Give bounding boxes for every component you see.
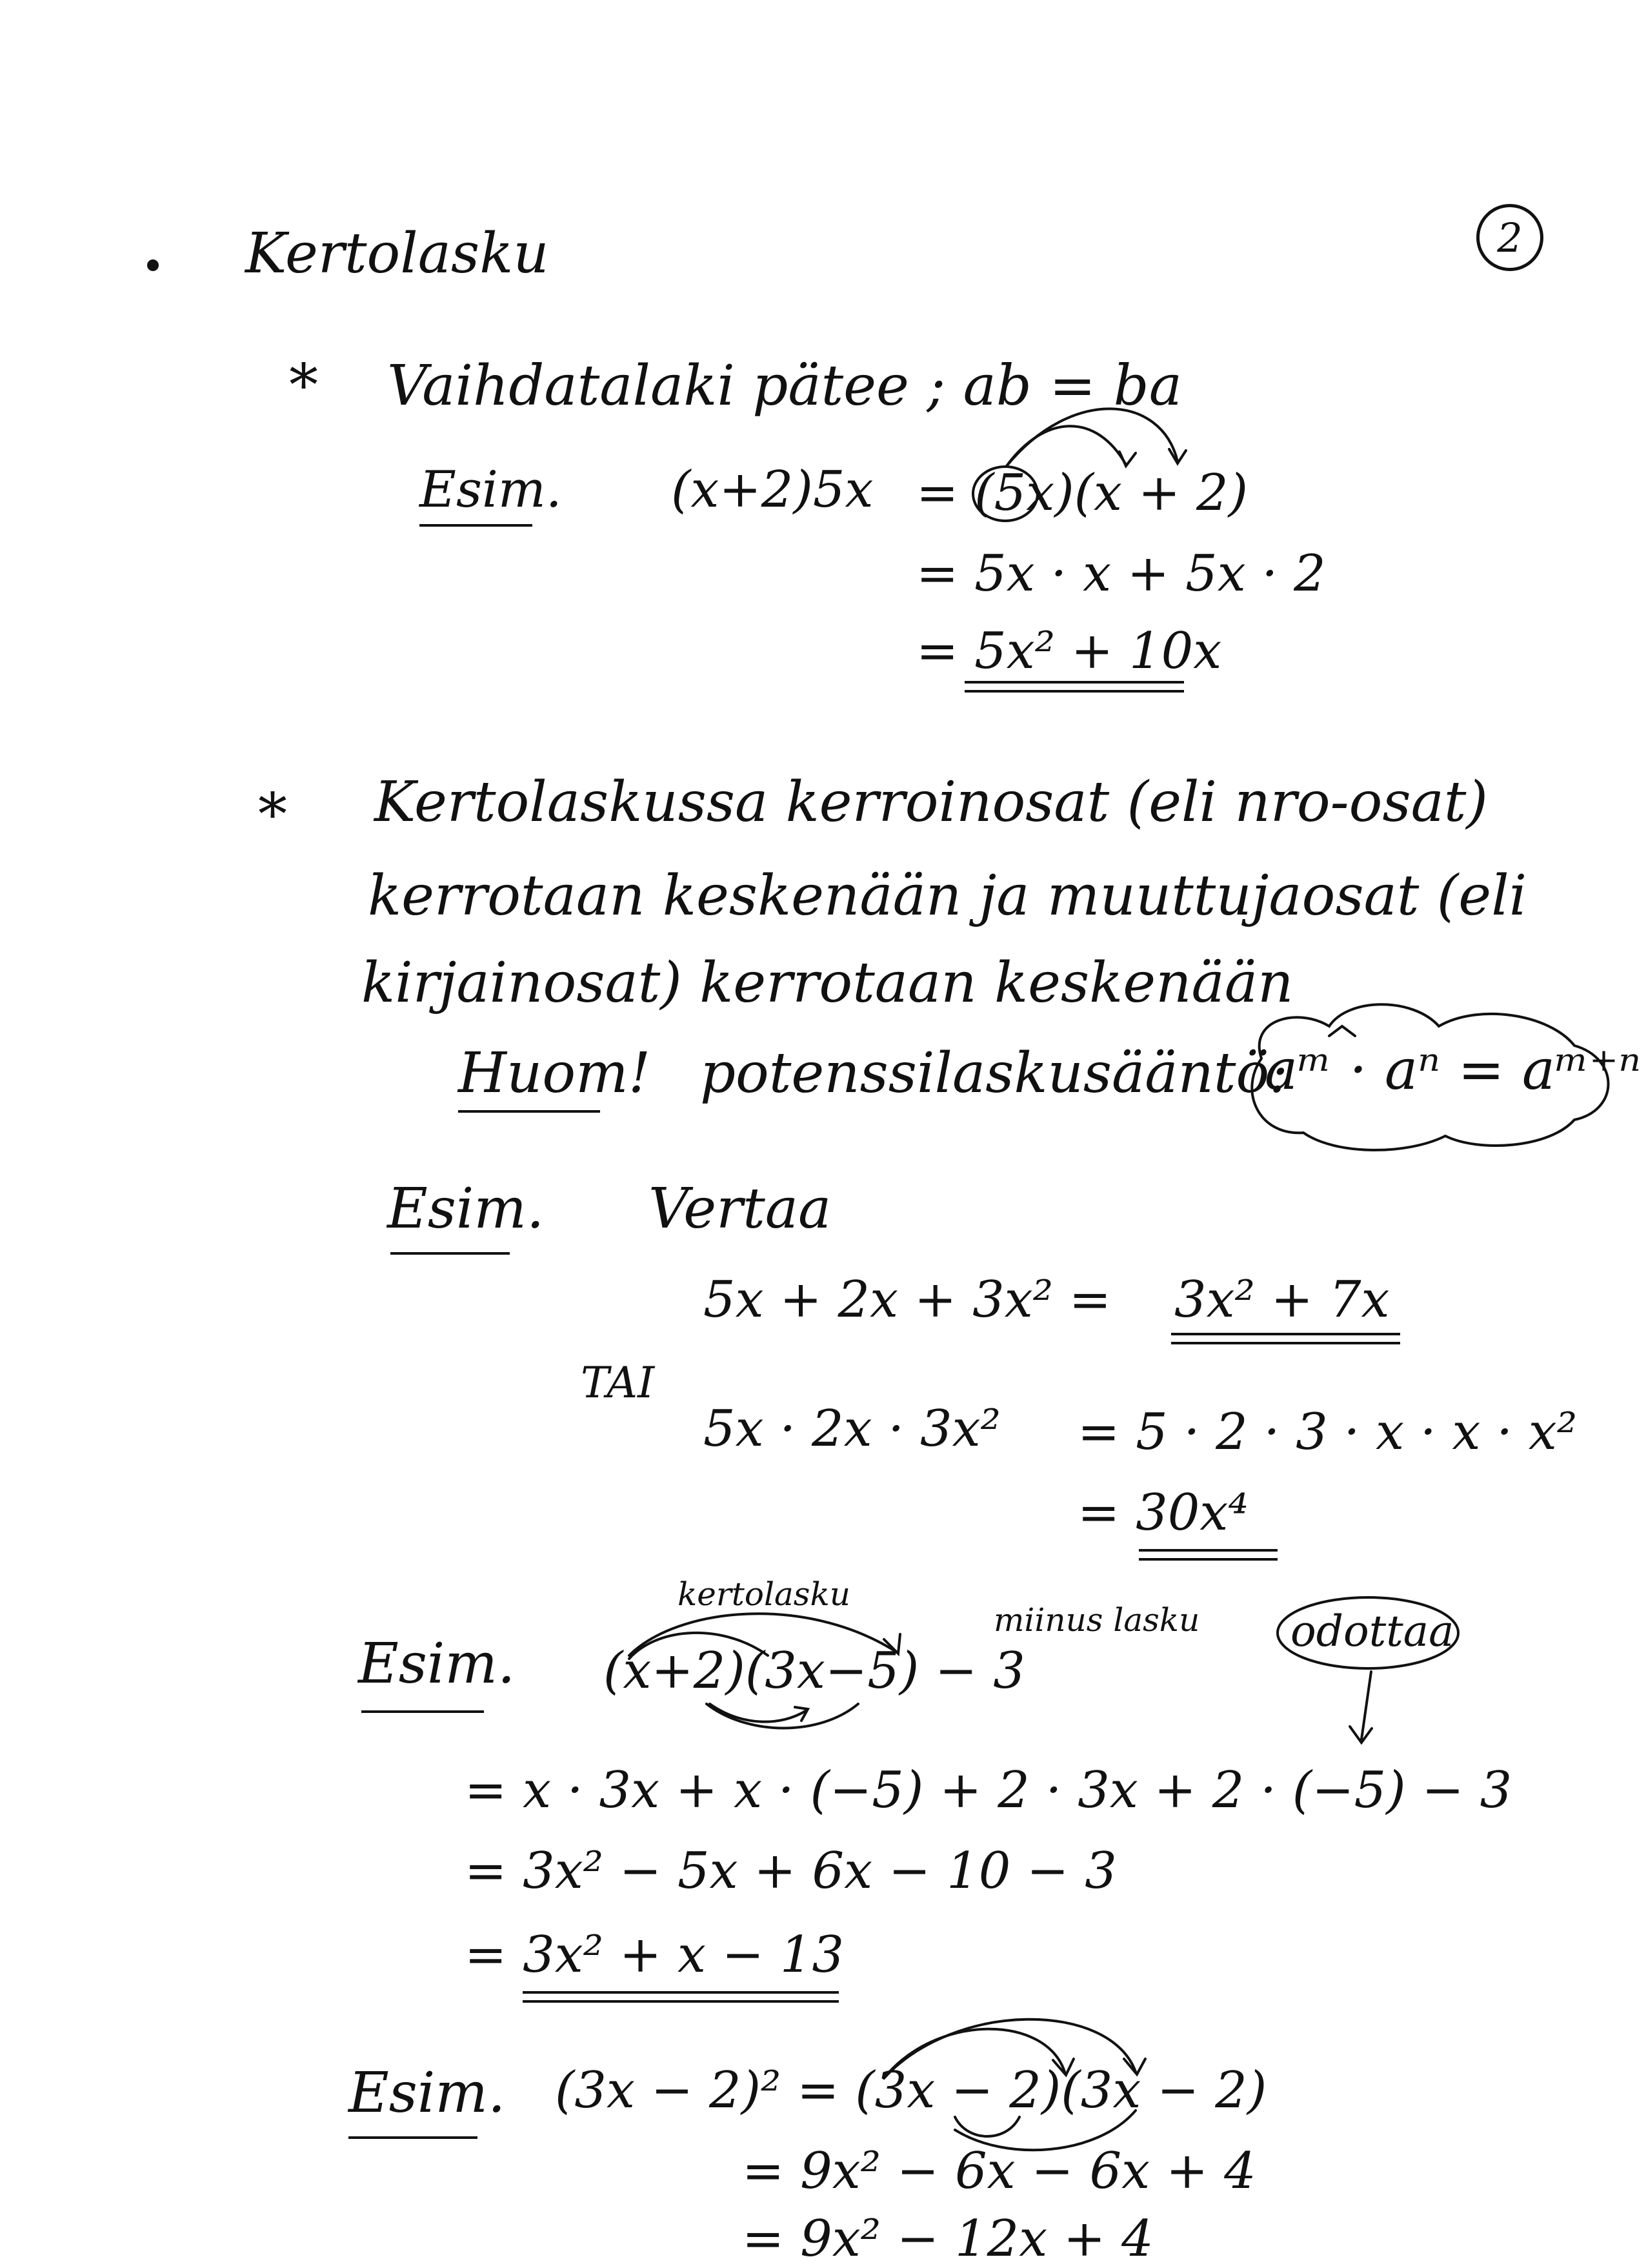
example2-line2-lhs: 5x · 2x · 3x² bbox=[703, 1400, 1001, 1458]
heading: Kertolasku bbox=[245, 221, 549, 286]
example2-line2-rhs: = 5 · 2 · 3 · x · x · x² bbox=[1078, 1403, 1578, 1461]
rule2-line3: kirjainosat) kerrotaan keskenään bbox=[361, 951, 1294, 1015]
example4-line2: = 9x² − 12x + 4 bbox=[742, 2210, 1154, 2268]
underline bbox=[458, 1110, 600, 1113]
arrowhead-icon bbox=[1350, 1726, 1372, 1743]
example4-line1: = 9x² − 6x − 6x + 4 bbox=[742, 2142, 1256, 2200]
rule2-note-text: potenssilaskusääntö: bbox=[700, 1041, 1289, 1106]
or-label: TAI bbox=[581, 1358, 655, 1408]
double-underline bbox=[523, 1991, 839, 2003]
annotation-odottaa: odottaa bbox=[1290, 1606, 1454, 1656]
underline bbox=[361, 1710, 484, 1713]
example4-expression: (3x − 2)² = (3x − 2)(3x − 2) bbox=[555, 2061, 1267, 2120]
bullet-icon bbox=[147, 259, 159, 271]
rule1-line2-rhs: = 5x · x + 5x · 2 bbox=[916, 545, 1326, 603]
double-underline bbox=[1171, 1333, 1400, 1344]
asterisk-icon: * bbox=[258, 781, 287, 849]
annotation-kertolasku: kertolasku bbox=[677, 1575, 850, 1613]
example3-expression: (x+2)(3x−5) − 3 bbox=[603, 1642, 1025, 1700]
example2-label: Esim. bbox=[387, 1177, 545, 1241]
arrow-icon bbox=[1007, 426, 1126, 466]
example2-title: Vertaa bbox=[648, 1177, 832, 1241]
underline bbox=[348, 2136, 477, 2139]
power-rule-formula: aᵐ · aⁿ = aᵐ⁺ⁿ bbox=[1265, 1038, 1641, 1102]
underline bbox=[419, 524, 532, 527]
rule1-example-label: Esim. bbox=[419, 461, 562, 519]
example3-line1: = x · 3x + x · (−5) + 2 · 3x + 2 · (−5) − 3 bbox=[465, 1761, 1512, 1819]
example3-label: Esim. bbox=[358, 1632, 516, 1696]
example3-line2: = 3x² − 5x + 6x − 10 − 3 bbox=[465, 1842, 1117, 1900]
caret-icon bbox=[1329, 1026, 1355, 1036]
arrow-icon bbox=[1361, 1672, 1371, 1739]
arrow-icon bbox=[710, 1704, 807, 1722]
rule2-line2: kerrotaan keskenään ja muuttujaosat (eli bbox=[368, 864, 1527, 928]
double-underline bbox=[1139, 1549, 1278, 1561]
example2-line3-rhs: = 30x⁴ bbox=[1078, 1484, 1249, 1542]
asterisk-icon: * bbox=[289, 352, 318, 420]
double-underline bbox=[965, 681, 1184, 693]
example4-label: Esim. bbox=[348, 2061, 506, 2125]
arrow-icon bbox=[955, 2117, 1019, 2136]
arrowhead-icon bbox=[795, 1707, 808, 1721]
rule1-line1-lhs: (x+2)5x bbox=[671, 461, 874, 519]
rule1-line1-rhs: = (5x)(x + 2) bbox=[916, 464, 1249, 522]
example3-line3: = 3x² + x − 13 bbox=[465, 1926, 845, 1984]
rule1-line3-rhs: = 5x² + 10x bbox=[916, 622, 1222, 680]
example2-line1-rhs: 3x² + 7x bbox=[1174, 1271, 1390, 1329]
example2-line1-lhs: 5x + 2x + 3x² = bbox=[703, 1271, 1112, 1329]
arrow-icon bbox=[707, 1704, 858, 1728]
rule1-text: Vaihdatalaki pätee ; ab = ba bbox=[387, 354, 1182, 418]
annotation-miinus-lasku: miinus lasku bbox=[994, 1601, 1200, 1639]
rule2-line1: Kertolaskussa kerroinosat (eli nro-osat) bbox=[374, 770, 1488, 835]
underline bbox=[390, 1252, 510, 1255]
rule2-note-label: Huom! bbox=[458, 1041, 651, 1106]
arrowhead-icon bbox=[1169, 449, 1186, 463]
page-number: 2 bbox=[1476, 204, 1543, 271]
